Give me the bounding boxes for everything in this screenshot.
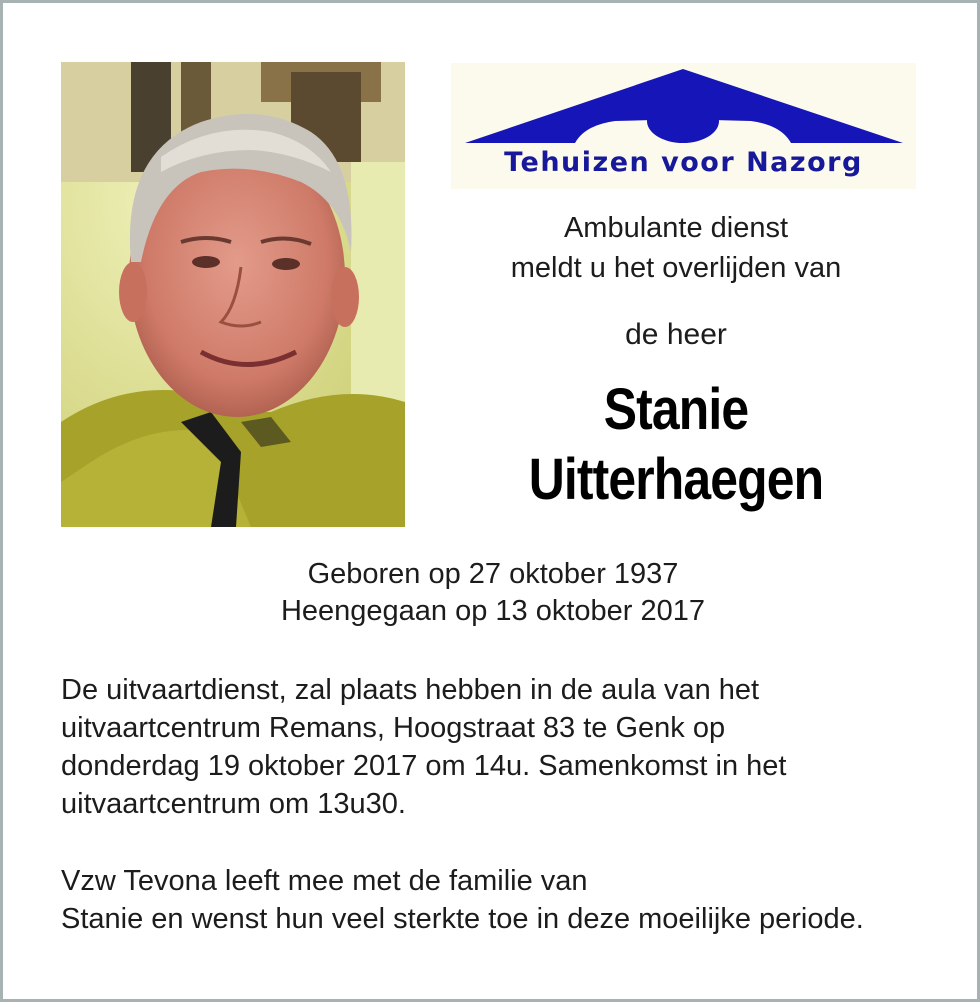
- condolence-line: Vzw Tevona leeft mee met de familie van: [61, 865, 588, 897]
- condolence-message: [61, 862, 941, 938]
- funeral-details: [61, 671, 941, 823]
- intro-text: [451, 208, 901, 288]
- first-name: Stanie: [603, 377, 749, 442]
- funeral-line: uitvaartcentrum om 13u30.: [61, 788, 406, 820]
- death-date: Heengegaan op 13 oktober 2017: [280, 595, 706, 627]
- life-dates: [3, 556, 980, 630]
- organization-logo: [451, 63, 916, 189]
- logo-text: Tehuizen voor Nazorg: [504, 147, 863, 178]
- intro-line: Ambulante dienst: [563, 212, 789, 244]
- deceased-name: [483, 375, 870, 515]
- funeral-line: uitvaartcentrum Remans, Hoogstraat 83 te Genk op: [61, 712, 726, 744]
- last-name: Uitterhaegen: [528, 447, 824, 512]
- birth-date: Geboren op 27 oktober 1937: [307, 558, 679, 590]
- roof-icon: [451, 63, 916, 153]
- portrait-photo: [61, 62, 405, 527]
- title-prefix: de heer: [625, 318, 727, 351]
- funeral-line: De uitvaartdienst, zal plaats hebben in de aula van het: [61, 674, 760, 706]
- intro-line: meldt u het overlijden van: [510, 252, 842, 284]
- funeral-line: donderdag 19 oktober 2017 om 14u. Samenkomst in het: [61, 750, 787, 782]
- condolence-line: Stanie en wenst hun veel sterkte toe in deze moeilijke periode.: [61, 903, 864, 935]
